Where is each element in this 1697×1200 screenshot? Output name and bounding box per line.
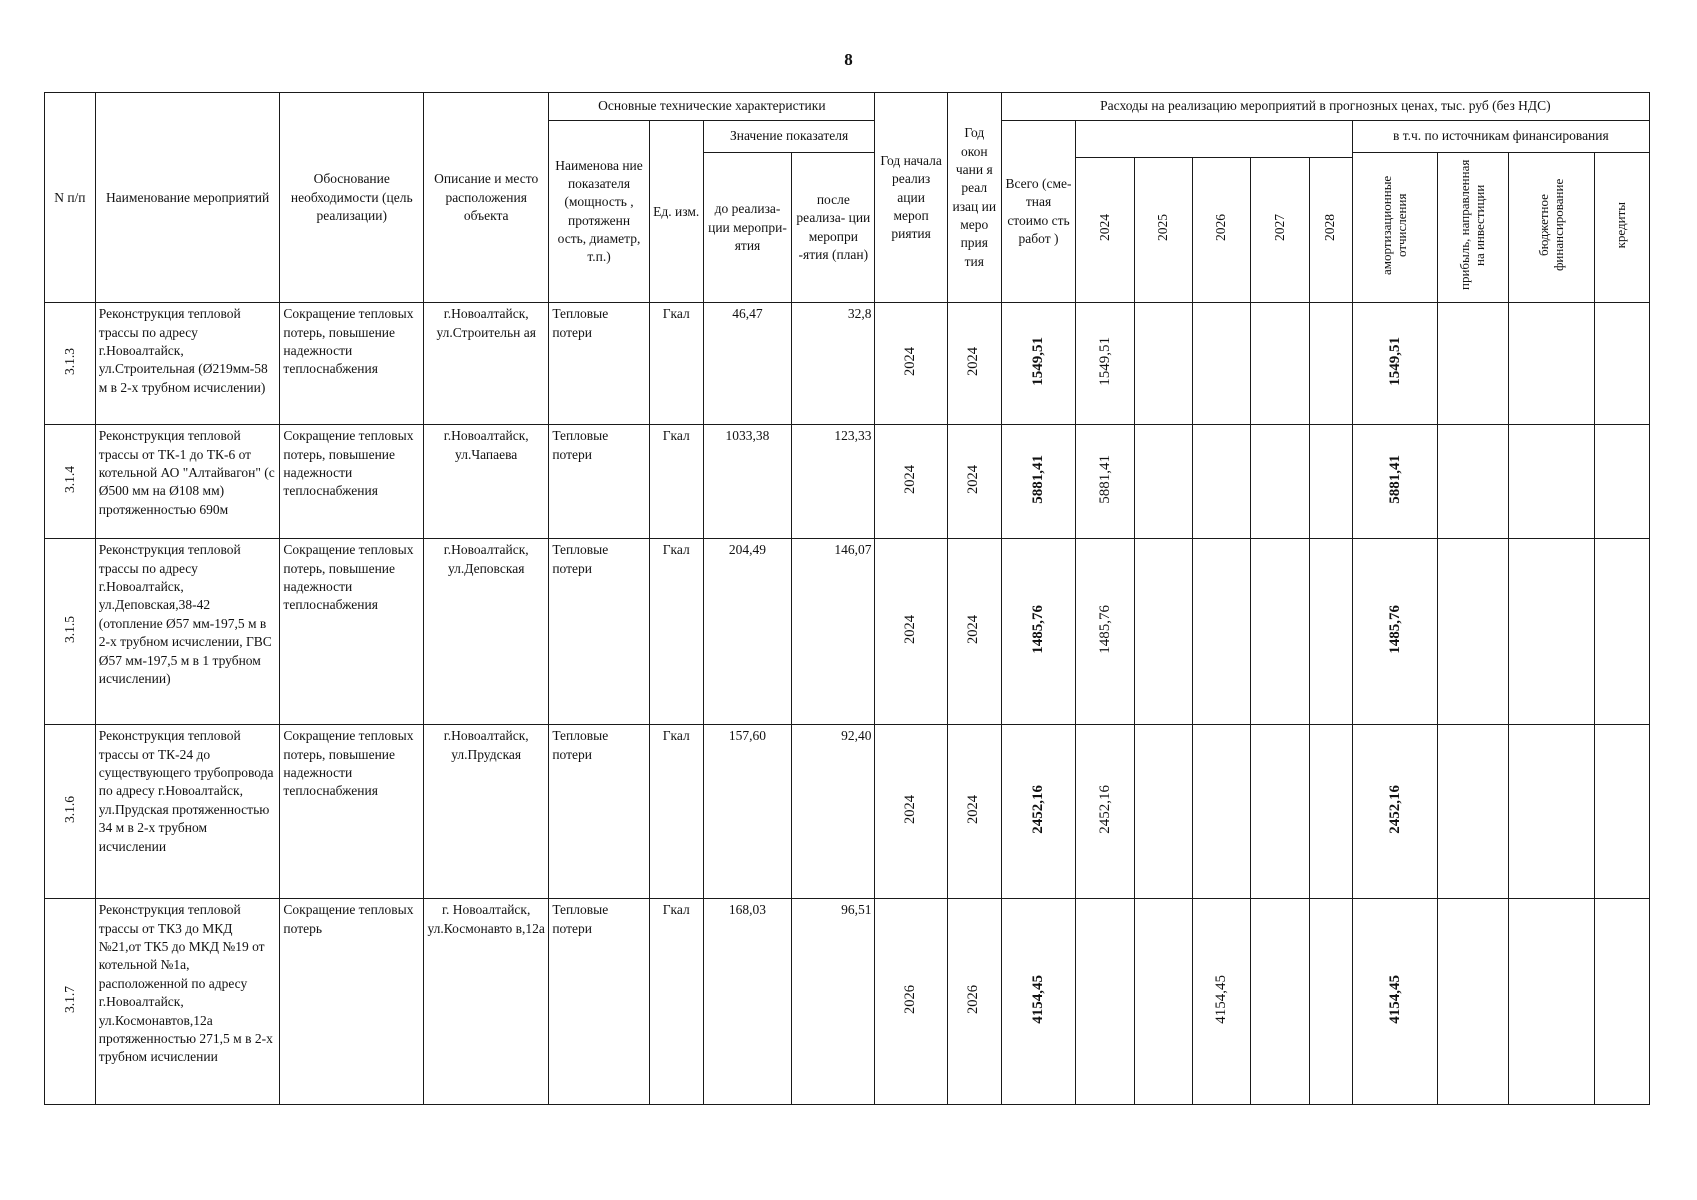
row-after: 92,40 (792, 725, 875, 899)
row-before: 1033,38 (703, 425, 792, 539)
row-credit (1594, 725, 1649, 899)
row-2025 (1134, 303, 1192, 425)
row-param: Тепловые потери (549, 303, 649, 425)
row-name: Реконструкция тепловой трассы по адресу г.Новоалтайск, ул.Деповская,38-42 (отопление Ø57 мм-197,5 м в 2-х трубном исчислении, ГВС Ø57 мм-197,5 м в 1 трубном исчислении) (95, 539, 280, 725)
header-year-end: Год окон чани я реал изац ии меро прия тия (947, 93, 1001, 303)
row-total: 2452,16 (1001, 725, 1076, 899)
header-year-2025: 2025 (1134, 157, 1192, 303)
row-2024: 5881,41 (1076, 425, 1134, 539)
row-before: 204,49 (703, 539, 792, 725)
row-profit (1438, 425, 1509, 539)
row-location: г. Новоалтайск, ул.Космонавто в,12а (424, 899, 549, 1105)
row-number: 3.1.3 (45, 303, 96, 425)
row-amort: 1549,51 (1352, 303, 1437, 425)
row-2027 (1251, 303, 1309, 425)
row-2026 (1192, 425, 1250, 539)
row-2024: 1485,76 (1076, 539, 1134, 725)
row-reason: Сокращение тепловых потерь, повышение надежности теплоснабжения (280, 425, 424, 539)
row-number: 3.1.7 (45, 899, 96, 1105)
header-years-blank (1076, 121, 1352, 158)
header-total: Всего (сме- тная стоимо сть работ ) (1001, 121, 1076, 303)
row-reason: Сокращение тепловых потерь (280, 899, 424, 1105)
row-after: 96,51 (792, 899, 875, 1105)
row-unit: Гкал (649, 725, 703, 899)
row-number: 3.1.5 (45, 539, 96, 725)
header-tech-group: Основные технические характеристики (549, 93, 875, 121)
row-name: Реконструкция тепловой трассы от ТК3 до МКД №21,от ТК5 до МКД №19 от котельной №1а, расположенной по адресу г.Новоалтайск, ул.Космонавтов,12а протяженностью 271,5 м в 2-х трубном исчислении (95, 899, 280, 1105)
row-2025 (1134, 425, 1192, 539)
row-profit (1438, 725, 1509, 899)
row-2024: 1549,51 (1076, 303, 1134, 425)
row-2025 (1134, 725, 1192, 899)
row-profit (1438, 303, 1509, 425)
row-after: 123,33 (792, 425, 875, 539)
row-reason: Сокращение тепловых потерь, повышение надежности теплоснабжения (280, 303, 424, 425)
row-unit: Гкал (649, 303, 703, 425)
row-credit (1594, 425, 1649, 539)
row-location: г.Новоалтайск, ул.Деповская (424, 539, 549, 725)
header-after: после реализа- ции меропри -ятия (план) (792, 153, 875, 303)
row-budget (1509, 725, 1594, 899)
row-2026 (1192, 539, 1250, 725)
header-before: до реализа- ции меропри- ятия (703, 153, 792, 303)
row-year-end: 2024 (947, 303, 1001, 425)
table-row (45, 899, 1650, 1105)
row-2024 (1076, 899, 1134, 1105)
row-year-end: 2026 (947, 899, 1001, 1105)
header-source-profit: прибыль, направленная на инвестиции (1438, 153, 1509, 303)
row-amort: 5881,41 (1352, 425, 1437, 539)
header-source-amort: амортизационные отчисления (1352, 153, 1437, 303)
row-2028 (1309, 425, 1352, 539)
row-before: 157,60 (703, 725, 792, 899)
row-number: 3.1.4 (45, 425, 96, 539)
row-2024: 2452,16 (1076, 725, 1134, 899)
row-year-end: 2024 (947, 539, 1001, 725)
header-source-credit: кредиты (1594, 153, 1649, 303)
row-location: г.Новоалтайск, ул.Прудская (424, 725, 549, 899)
row-credit (1594, 303, 1649, 425)
row-total: 1549,51 (1001, 303, 1076, 425)
row-amort: 1485,76 (1352, 539, 1437, 725)
row-name: Реконструкция тепловой трассы по адресу г.Новоалтайск, ул.Строительная (Ø219мм-58 м в 2-х трубном исчислении) (95, 303, 280, 425)
row-profit (1438, 899, 1509, 1105)
row-name: Реконструкция тепловой трассы от ТК-1 до ТК-6 от котельной АО "Алтайвагон" (с Ø500 мм на Ø108 мм) протяженностью 690м (95, 425, 280, 539)
row-2026 (1192, 303, 1250, 425)
table-row (45, 425, 1650, 539)
row-param: Тепловые потери (549, 539, 649, 725)
header-param-name: Наименова ние показателя (мощность , протяженн ость, диаметр, т.п.) (549, 121, 649, 303)
row-reason: Сокращение тепловых потерь, повышение надежности теплоснабжения (280, 725, 424, 899)
header-reason: Обоснование необходимости (цель реализации) (280, 93, 424, 303)
header-unit: Ед. изм. (649, 121, 703, 303)
row-year-end: 2024 (947, 725, 1001, 899)
row-2027 (1251, 899, 1309, 1105)
row-reason: Сокращение тепловых потерь, повышение надежности теплоснабжения (280, 539, 424, 725)
row-2025 (1134, 539, 1192, 725)
page-number: 8 (844, 50, 853, 69)
row-year-start: 2026 (875, 899, 947, 1105)
row-unit: Гкал (649, 899, 703, 1105)
row-total: 5881,41 (1001, 425, 1076, 539)
row-2026: 4154,45 (1192, 899, 1250, 1105)
row-amort: 2452,16 (1352, 725, 1437, 899)
row-after: 32,8 (792, 303, 875, 425)
header-sources-group: в т.ч. по источникам финансирования (1352, 121, 1649, 153)
header-year-start: Год начала реализ ации мероп риятия (875, 93, 947, 303)
header-year-2026: 2026 (1192, 157, 1250, 303)
row-2027 (1251, 539, 1309, 725)
row-2028 (1309, 303, 1352, 425)
row-2027 (1251, 725, 1309, 899)
row-param: Тепловые потери (549, 725, 649, 899)
row-total: 4154,45 (1001, 899, 1076, 1105)
row-year-start: 2024 (875, 725, 947, 899)
row-param: Тепловые потери (549, 425, 649, 539)
row-budget (1509, 899, 1594, 1105)
header-value-group: Значение показателя (703, 121, 875, 153)
row-year-end: 2024 (947, 425, 1001, 539)
table-row (45, 303, 1650, 425)
row-2026 (1192, 725, 1250, 899)
measures-table (44, 92, 1650, 1105)
row-budget (1509, 539, 1594, 725)
row-total: 1485,76 (1001, 539, 1076, 725)
header-location: Описание и место расположения объекта (424, 93, 549, 303)
row-unit: Гкал (649, 425, 703, 539)
row-param: Тепловые потери (549, 899, 649, 1105)
row-amort: 4154,45 (1352, 899, 1437, 1105)
row-year-start: 2024 (875, 303, 947, 425)
header-year-2024: 2024 (1076, 157, 1134, 303)
row-2028 (1309, 899, 1352, 1105)
row-location: г.Новоалтайск, ул.Чапаева (424, 425, 549, 539)
row-after: 146,07 (792, 539, 875, 725)
row-budget (1509, 425, 1594, 539)
row-credit (1594, 539, 1649, 725)
row-before: 168,03 (703, 899, 792, 1105)
row-credit (1594, 899, 1649, 1105)
row-before: 46,47 (703, 303, 792, 425)
header-n: N п/п (45, 93, 96, 303)
row-budget (1509, 303, 1594, 425)
row-profit (1438, 539, 1509, 725)
row-year-start: 2024 (875, 539, 947, 725)
row-2028 (1309, 725, 1352, 899)
header-year-2028: 2028 (1309, 157, 1352, 303)
header-source-budget: бюджетное финансирование (1509, 153, 1594, 303)
table-row (45, 539, 1650, 725)
row-number: 3.1.6 (45, 725, 96, 899)
header-year-2027: 2027 (1251, 157, 1309, 303)
header-expense-group: Расходы на реализацию мероприятий в прогнозных ценах, тыс. руб (без НДС) (1001, 93, 1649, 121)
row-2028 (1309, 539, 1352, 725)
table-row (45, 725, 1650, 899)
row-unit: Гкал (649, 539, 703, 725)
row-year-start: 2024 (875, 425, 947, 539)
row-2025 (1134, 899, 1192, 1105)
header-name: Наименование мероприятий (95, 93, 280, 303)
row-name: Реконструкция тепловой трассы от ТК-24 до существующего трубопровода по адресу г.Новоалтайск, ул.Прудская протяженностью 34 м в 2-х трубном исчислении (95, 725, 280, 899)
row-2027 (1251, 425, 1309, 539)
row-location: г.Новоалтайск, ул.Строительн ая (424, 303, 549, 425)
